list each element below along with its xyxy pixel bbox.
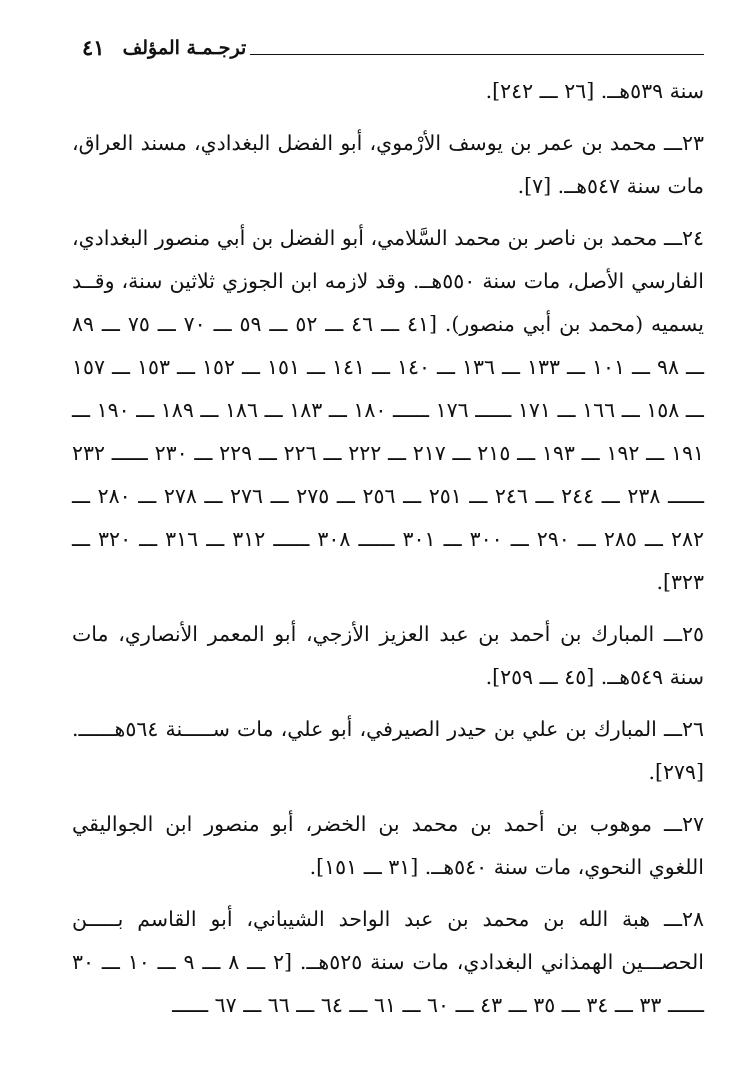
- entry-25: [72, 613, 704, 699]
- entry-26: [72, 708, 704, 794]
- entry-24: [72, 217, 704, 604]
- entry-continuation: [72, 70, 704, 113]
- entry-text: سنة ٥٣٩هــ. [٢٦ ـــ ٢٤٢].: [485, 79, 704, 103]
- header-rule: [250, 50, 704, 55]
- entry-27: [72, 803, 704, 889]
- entry-text: ٢٥ـــ المبارك بن أحمد بن عبد العزيز الأزجي، أبو المعمر الأنصاري، مات سنة ٥٤٩هــ. [٤٥ ـــ ٢٥٩].: [72, 622, 704, 689]
- entry-text: ٢٨ـــ هبة الله بن محمد بن عبد الواحد الشيباني، أبو القاسم بـــــن الحصـــين الهمذاني البغدادي، مات سنة ٥٢٥هــ. [٢ ـــ ٨ ـــ ٩ ـــ ١٠ ـــ ٣٠ ــــــ ٣٣ ـــ ٣٤ ـــ ٣٥ ـــ ٤٣ ـــ ٦٠ ـــ ٦١ ـــ ٦٤ ـــ ٦٦ ـــ ٦٧ ــــــ: [72, 907, 704, 1017]
- entry-28: [72, 898, 704, 1027]
- entry-text: ٢٤ـــ محمد بن ناصر بن محمد السَّلامي، أبو الفضل بن أبي منصور البغدادي، الفارسي الأصل، مات سنة ٥٥٠هــ. وقد لازمه ابن الجوزي ثلاثين سنة، وقــد يسميه (محمد بن أبي منصور). [٤١ ـــ ٤٦ ـــ ٥٢ ـــ ٥٩ ـــ ٧٠ ـــ ٧٥ ـــ ٨٩ ـــ ٩٨ ـــ ١٠١ ـــ ١٣٣ ـــ ١٣٦ ـــ ١٤٠ ـــ ١٤١ ـــ ١٥١ ـــ ١٥٢ ـــ ١٥٣ ـــ ١٥٧ ـــ ١٥٨ ـــ ١٦٦ ـــ ١٧١ ــــــ ١٧٦ ــــــ ١٨٠ ـــ ١٨٣ ـــ ١٨٦ ـــ ١٨٩ ـــ ١٩٠ ـــ ١٩١ ـــ ١٩٢ ـــ ١٩٣ ـــ ٢١٥ ـــ ٢١٧ ـــ ٢٢٢ ـــ ٢٢٦ ـــ ٢٢٩ ـــ ٢٣٠ ــــــ ٢٣٢ ــــــ ٢٣٨ ـــ ٢٤٤ ـــ ٢٤٦ ـــ ٢٥١ ـــ ٢٥٦ ـــ ٢٧٥ ـــ ٢٧٦ ـــ ٢٧٨ ـــ ٢٨٠ ـــ ٢٨٢ ـــ ٢٨٥ ـــ ٢٩٠ ـــ ٣٠٠ ـــ ٣٠١ ــــــ ٣٠٨ ــــــ ٣١٢ ـــ ٣١٦ ـــ ٣٢٠ ـــ ٣٢٣].: [72, 226, 705, 594]
- running-title: ترجـمـة المؤلف: [122, 37, 247, 59]
- page-number: ٤١: [82, 35, 105, 60]
- entry-23: [72, 122, 704, 208]
- page-body: [72, 70, 704, 1036]
- running-header: [82, 28, 704, 58]
- entry-text: ٢٣ـــ محمد بن عمر بن يوسف الأرْموي، أبو الفضل البغدادي، مسند العراق، مات سنة ٥٤٧هــ. [٧].: [72, 131, 704, 198]
- entry-text: ٢٧ـــ موهوب بن أحمد بن محمد بن الخضر، أبو منصور ابن الجواليقي اللغوي النحوي، مات سنة ٥٤٠هــ. [٣١ ـــ ١٥١].: [72, 812, 704, 879]
- entry-text: ٢٦ـــ المبارك بن علي بن حيدر الصيرفي، أبو علي، مات ســـــنة ٥٦٤هــــــ. [٢٧٩].: [72, 717, 704, 784]
